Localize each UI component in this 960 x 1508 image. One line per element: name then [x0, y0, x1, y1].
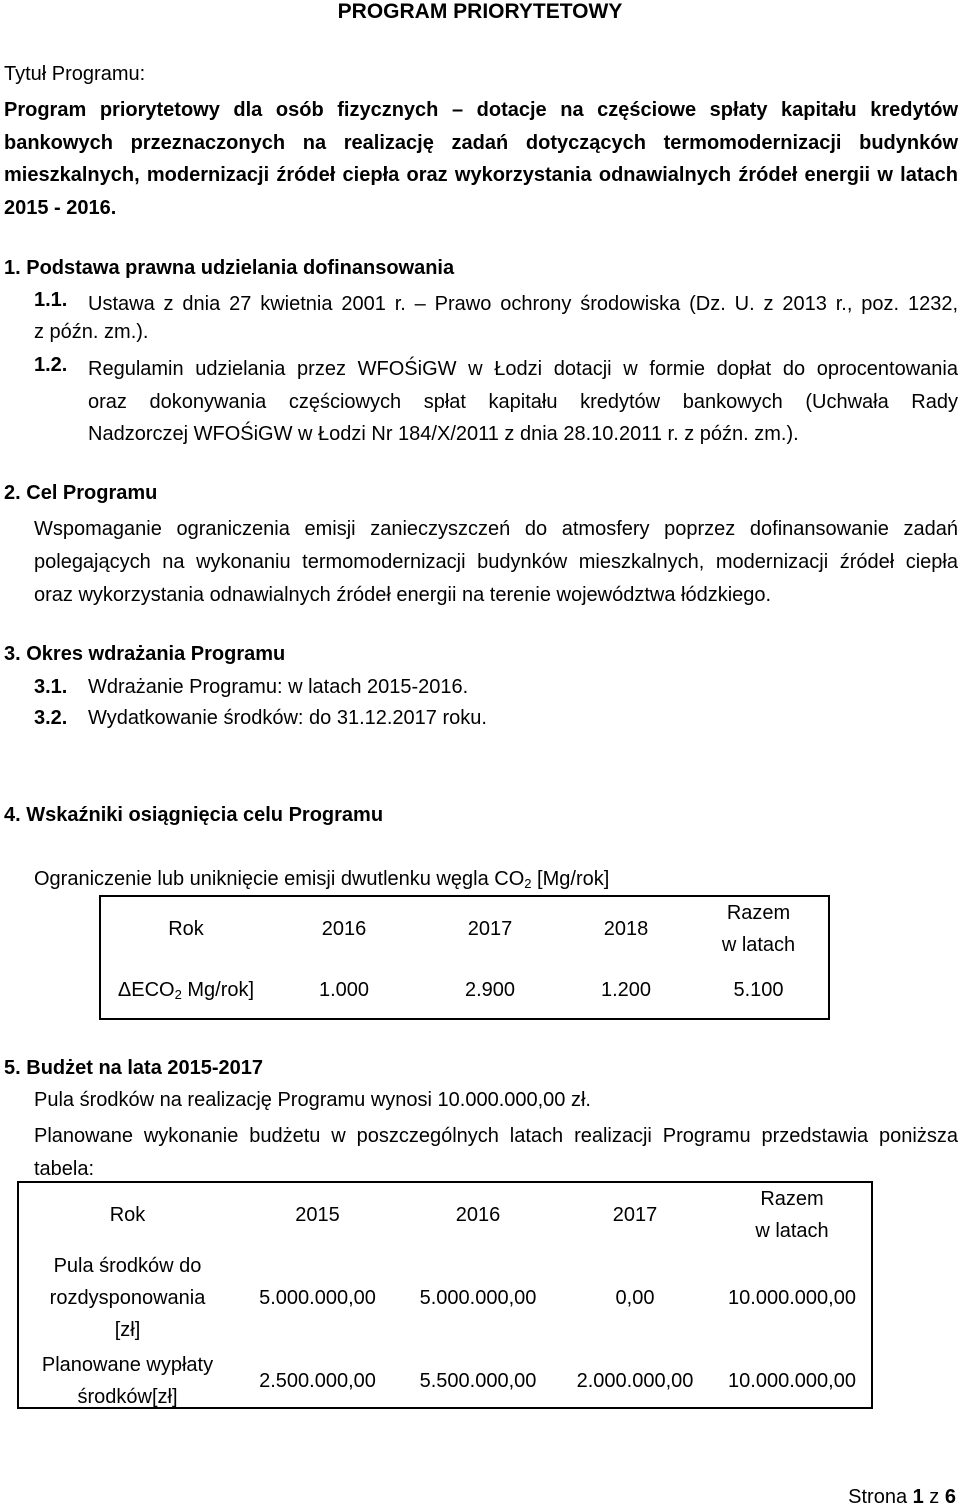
item-line: oraz dokonywania częściowych spłat kapitału kredytów bankowych (Uchwała Rady — [88, 390, 958, 413]
section-title: Okres wdrażania Programu — [26, 643, 286, 665]
page-number-prefix: Strona — [848, 1486, 913, 1508]
row-label-line: Pula środków do — [53, 1255, 202, 1277]
item-text: Wydatkowanie środków: do 31.12.2017 roku. — [88, 707, 487, 729]
section-4-heading — [4, 803, 383, 827]
row-label-text: ΔECO — [117, 979, 175, 1001]
item-line: Nadzorczej WFOŚiGW w Łodzi Nr 184/X/2011 z dnia 28.10.2011 r. z późn. zm.). — [88, 423, 799, 445]
row-label-line: rozdysponowania — [49, 1287, 206, 1309]
legal-basis-item — [88, 353, 958, 451]
header-total-line: Razem — [760, 1188, 824, 1210]
table-header-cell: Rok — [168, 918, 204, 940]
item-number: 3.2. — [34, 707, 68, 729]
goal-line: oraz wykorzystania odnawialnych źródeł energii na terenie województwa łódzkiego. — [34, 584, 772, 606]
program-title-label: Tytuł Programu: — [4, 63, 146, 85]
program-title-line: Program priorytetowy dla osób fizycznych – dotacje na częściowe spłaty kapitału kredytów — [4, 99, 958, 121]
table-header-cell: 2015 — [295, 1204, 340, 1226]
section-1-heading — [4, 256, 454, 280]
header-total-line: w latach — [755, 1220, 829, 1242]
item-line: z późn. zm.). — [34, 321, 149, 343]
table-header-row — [101, 897, 828, 961]
table-cell: 2.900 — [464, 979, 516, 1001]
header-total-line: w latach — [721, 934, 796, 956]
goal-line: polegających na wykonaniu termomodernizacji budynków mieszkalnych, modernizacji źródeł ciepła — [34, 551, 958, 573]
page-number-total: 6 — [944, 1486, 956, 1508]
budget-table — [19, 1183, 871, 1413]
table-header-cell: 2016 — [455, 1204, 501, 1226]
table-header-cell — [713, 1183, 871, 1247]
section-3-heading — [4, 642, 285, 666]
table-header-cell — [689, 897, 828, 961]
table-cell: 5.000.000,00 — [419, 1287, 537, 1309]
table-cell: 10.000.000,00 — [728, 1370, 856, 1392]
item-line: Regulamin udzielania przez WFOŚiGW w Łodzi dotacji w formie dopłat do oprocentowania — [88, 358, 958, 380]
row-label-subscript: 2 — [174, 987, 182, 1002]
section-title: Podstawa prawna udzielania dofinansowania — [26, 257, 455, 279]
table-cell: 1.000 — [318, 979, 370, 1001]
section-title: Wskaźniki osiągnięcia celu Programu — [26, 804, 384, 826]
table-row-label — [101, 961, 271, 1019]
table-row — [19, 1349, 871, 1413]
table-cell: 0,00 — [615, 1287, 655, 1309]
table-row-label — [19, 1349, 236, 1413]
table-cell: 2.500.000,00 — [259, 1370, 376, 1392]
page-title: PROGRAM PRIORYTETOWY — [337, 0, 623, 23]
program-title-line: bankowych przeznaczonych na realizację zadań dotyczących termomodernizacji budynków — [4, 131, 958, 154]
item-text: Wdrażanie Programu: w latach 2015-2016. — [88, 676, 469, 698]
row-label-line: [zł] — [114, 1319, 141, 1341]
section-number: 2. — [4, 482, 21, 504]
table-cell: 5.000.000,00 — [259, 1287, 376, 1309]
table-row — [19, 1247, 871, 1349]
section-2-heading — [4, 481, 157, 505]
caption-unit: [Mg/rok] — [531, 868, 610, 890]
row-label-unit: Mg/rok] — [181, 979, 255, 1001]
program-title-line: mieszkalnych, modernizacji źródeł ciepła oraz wykorzystania odnawialnych źródeł energii w latach — [4, 164, 958, 186]
section-number: 3. — [4, 643, 21, 665]
row-label-line: środków[zł] — [77, 1386, 178, 1408]
table-row — [101, 961, 828, 1019]
budget-description — [34, 1120, 958, 1185]
program-goal — [34, 513, 958, 612]
section-number: 5. — [4, 1057, 21, 1079]
section-title: Cel Programu — [26, 482, 158, 504]
row-label-line: Planowane wypłaty — [41, 1354, 214, 1376]
program-title — [4, 94, 958, 224]
page-number-current: 1 — [912, 1486, 924, 1508]
table-header-cell: Rok — [109, 1204, 146, 1226]
header-total-line: Razem — [726, 902, 791, 924]
item-number: 1.2. — [34, 354, 68, 376]
table-header-cell: 2017 — [612, 1204, 658, 1226]
table-cell: 10.000.000,00 — [728, 1287, 856, 1309]
table-cell: 5.500.000,00 — [419, 1370, 537, 1392]
caption-subscript: 2 — [524, 876, 532, 891]
table-row-label — [19, 1247, 236, 1349]
section-number: 1. — [4, 257, 21, 279]
goal-line: Wspomaganie ograniczenia emisji zanieczyszczeń do atmosfery poprzez dofinansowanie zadań — [34, 518, 958, 540]
table-cell: 5.100 — [733, 979, 784, 1001]
table-cell: 2.000.000,00 — [576, 1370, 694, 1392]
item-line: Ustawa z dnia 27 kwietnia 2001 r. – Prawo ochrony środowiska (Dz. U. z 2013 r., poz. 1232, — [88, 293, 958, 315]
table-header-cell: 2016 — [321, 918, 367, 940]
item-number: 1.1. — [34, 289, 68, 311]
legal-basis-item — [88, 288, 958, 320]
section-title: Budżet na lata 2015-2017 — [26, 1057, 264, 1079]
table-header-cell: 2017 — [467, 918, 513, 940]
table-header-cell: 2018 — [603, 918, 649, 940]
indicator-caption — [34, 867, 609, 891]
caption-text: Ograniczenie lub uniknięcie emisji dwutlenku węgla CO — [34, 868, 525, 890]
page-number — [848, 1486, 956, 1508]
table-header-row — [19, 1183, 871, 1247]
item-number: 3.1. — [34, 676, 68, 698]
page-number-sep: z — [923, 1486, 945, 1508]
table-cell: 1.200 — [600, 979, 652, 1001]
indicator-table — [101, 897, 828, 1019]
program-title-line: 2015 - 2016. — [4, 196, 117, 219]
budget-line: tabela: — [34, 1157, 95, 1180]
section-5-heading — [4, 1056, 263, 1080]
budget-line: Planowane wykonanie budżetu w poszczególnych latach realizacji Programu przedstawia poniższa — [34, 1125, 958, 1147]
section-number: 4. — [4, 804, 21, 826]
budget-text: Pula środków na realizację Programu wynosi 10.000.000,00 zł. — [34, 1089, 591, 1111]
